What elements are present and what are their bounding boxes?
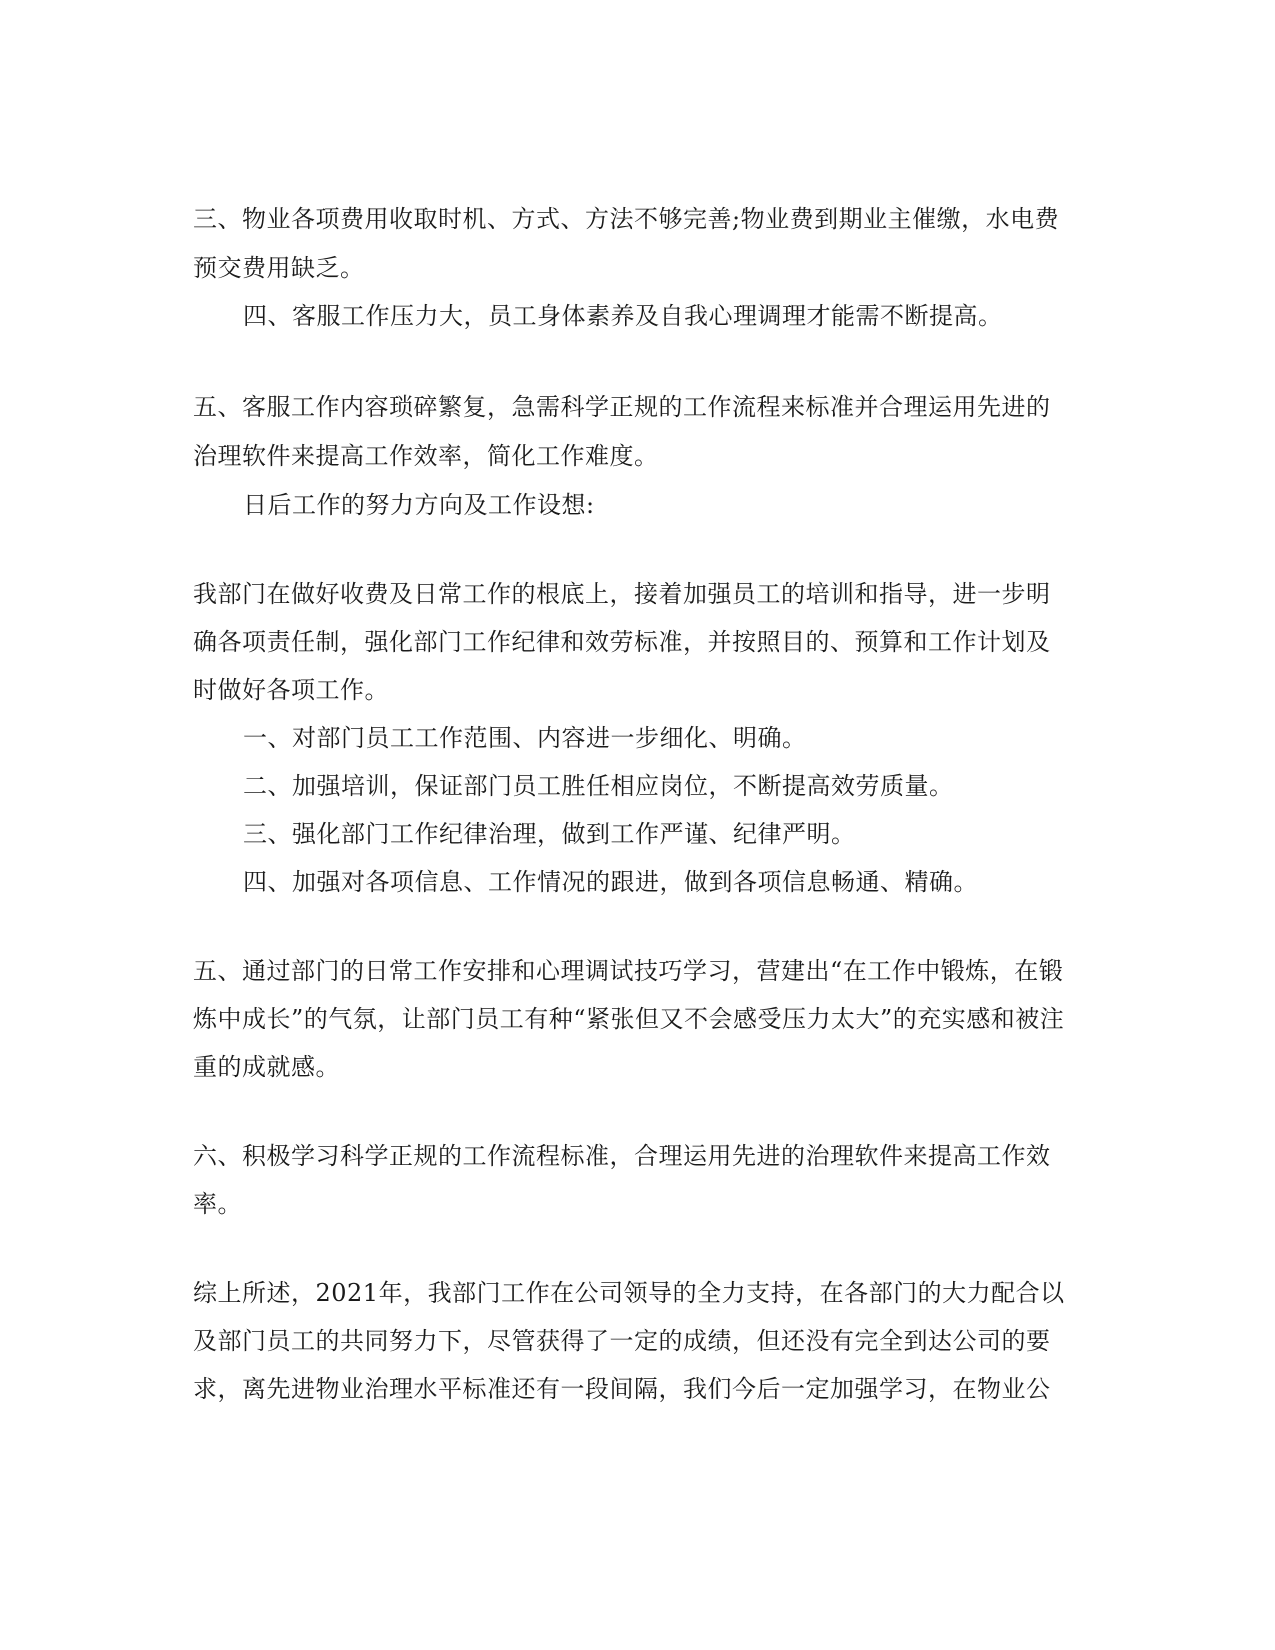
intro-line-1: 我部门在做好收费及日常工作的根底上，接着加强员工的培训和指导，进一步明 bbox=[193, 580, 1051, 608]
paragraph-3-line-2: 预交费用缺乏。 bbox=[193, 254, 365, 282]
intro-line-2: 确各项责任制，强化部门工作纪律和效劳标准，并按照目的、预算和工作计划及 bbox=[193, 628, 1051, 656]
paragraph-4: 四、客服工作压力大，员工身体素养及自我心理调理才能需不断提高。 bbox=[243, 302, 1003, 330]
plan-item-3: 三、强化部门工作纪律治理，做到工作严谨、纪律严明。 bbox=[243, 820, 856, 848]
summary-line-2: 及部门员工的共同努力下，尽管获得了一定的成绩，但还没有完全到达公司的要 bbox=[193, 1327, 1051, 1355]
paragraph-5-line-2: 治理软件来提高工作效率，简化工作难度。 bbox=[193, 442, 659, 470]
section-heading: 日后工作的努力方向及工作设想: bbox=[243, 491, 595, 519]
plan-item-1: 一、对部门员工工作范围、内容进一步细化、明确。 bbox=[243, 724, 807, 752]
plan-item-5-line-2: 炼中成长”的气氛，让部门员工有种“紧张但又不会感受压力太大”的充实感和被注 bbox=[193, 1005, 1065, 1033]
summary-line-3: 求，离先进物业治理水平标准还有一段间隔，我们今后一定加强学习，在物业公 bbox=[193, 1375, 1051, 1403]
intro-line-3: 时做好各项工作。 bbox=[193, 676, 389, 704]
paragraph-3-line-1: 三、物业各项费用收取时机、方式、方法不够完善;物业费到期业主催缴，水电费 bbox=[193, 205, 1060, 233]
plan-item-4: 四、加强对各项信息、工作情况的跟进，做到各项信息畅通、精确。 bbox=[243, 868, 978, 896]
plan-item-6-line-2: 率。 bbox=[193, 1190, 242, 1218]
summary-line-1: 综上所述，2021年，我部门工作在公司领导的全力支持，在各部门的大力配合以 bbox=[193, 1279, 1065, 1307]
plan-item-5-line-3: 重的成就感。 bbox=[193, 1053, 340, 1081]
plan-item-6-line-1: 六、积极学习科学正规的工作流程标准，合理运用先进的治理软件来提高工作效 bbox=[193, 1142, 1051, 1170]
plan-item-2: 二、加强培训，保证部门员工胜任相应岗位，不断提高效劳质量。 bbox=[243, 772, 954, 800]
paragraph-5-line-1: 五、客服工作内容琐碎繁复，急需科学正规的工作流程来标准并合理运用先进的 bbox=[193, 393, 1051, 421]
plan-item-5-line-1: 五、通过部门的日常工作安排和心理调试技巧学习，营建出“在工作中锻炼，在锻 bbox=[193, 957, 1064, 985]
